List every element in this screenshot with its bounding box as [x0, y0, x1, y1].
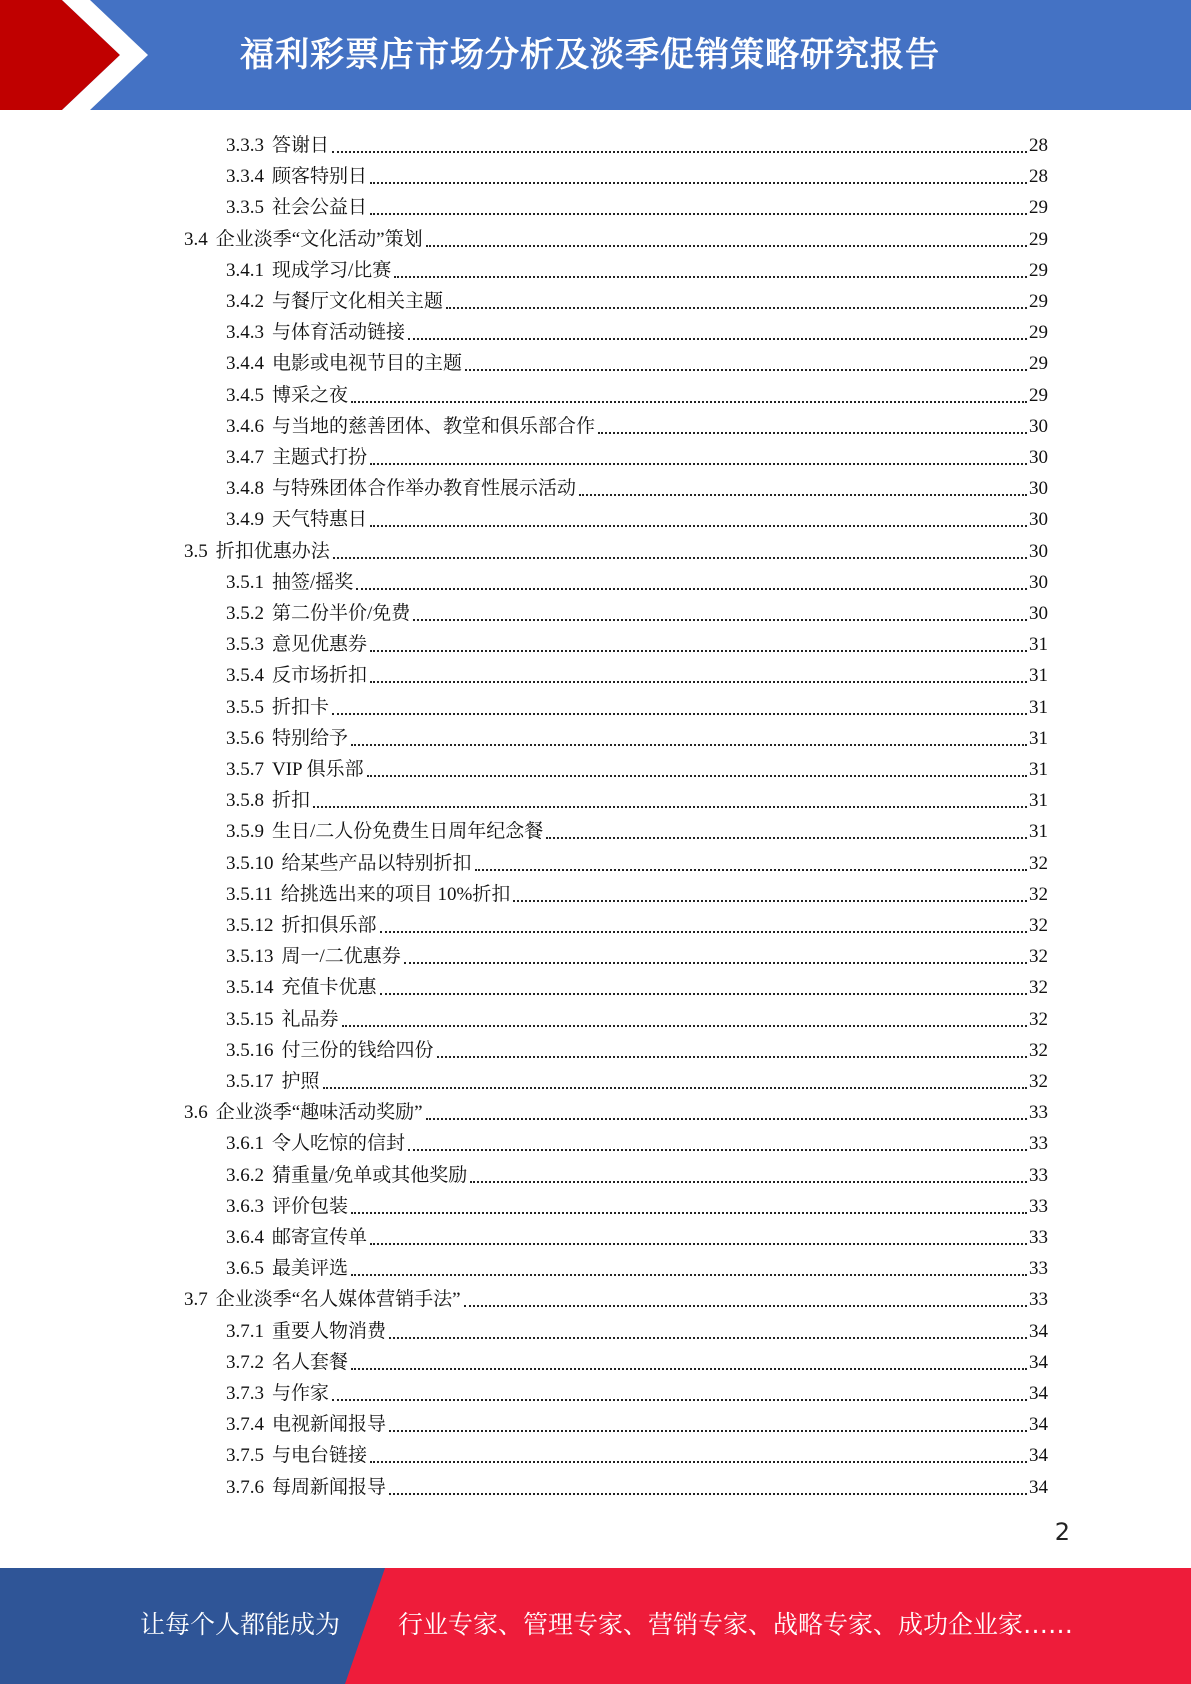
toc-entry[interactable]	[226, 1219, 1048, 1250]
toc-entry-title: 令人吃惊的信封	[272, 1133, 406, 1155]
toc-entry-title: 礼品券	[281, 1008, 339, 1030]
toc-entry[interactable]	[226, 1125, 1048, 1156]
toc-entry-page: 29	[1029, 384, 1048, 406]
toc-entry-title: 最美评选	[272, 1258, 349, 1280]
toc-entry[interactable]	[226, 1250, 1048, 1281]
toc-dot-leader	[370, 182, 1027, 184]
toc-entry-title: 电影或电视节目的主题	[272, 353, 463, 375]
toc-entry-title: 企业淡季“名人媒体营销手法”	[215, 1289, 461, 1311]
toc-entry[interactable]	[184, 533, 1048, 564]
toc-entry-page: 33	[1029, 1133, 1048, 1155]
toc-entry-number: 3.6	[184, 1102, 208, 1124]
toc-entry-page: 32	[1029, 883, 1048, 905]
toc-dot-leader	[426, 1118, 1027, 1120]
toc-entry-number: 3.5.5	[226, 696, 264, 718]
toc-entry-page: 33	[1029, 1289, 1048, 1311]
toc-entry[interactable]	[226, 938, 1048, 969]
toc-entry-title: 与特殊团体合作举办教育性展示活动	[272, 478, 577, 500]
toc-dot-leader	[446, 307, 1027, 309]
toc-dot-leader	[356, 588, 1027, 590]
toc-dot-leader	[426, 245, 1027, 247]
toc-entry-number: 3.5.16	[226, 1039, 274, 1061]
toc-entry[interactable]	[226, 845, 1048, 876]
toc-entry-title: 天气特惠日	[272, 509, 368, 531]
toc-entry-number: 3.7.6	[226, 1476, 264, 1498]
toc-entry-title: 社会公益日	[272, 197, 368, 219]
toc-entry-number: 3.7.5	[226, 1445, 264, 1467]
toc-entry-number: 3.6.4	[226, 1227, 264, 1248]
toc-entry-title: 电视新闻报导	[272, 1414, 387, 1436]
toc-entry-title: 付三份的钱给四份	[281, 1039, 434, 1061]
toc-entry-number: 3.7	[184, 1289, 208, 1311]
toc-entry-page: 32	[1029, 852, 1048, 874]
toc-dot-leader	[413, 619, 1027, 621]
toc-entry[interactable]	[226, 1032, 1048, 1063]
toc-entry-number: 3.4.1	[226, 259, 264, 281]
toc-entry-page: 34	[1029, 1445, 1048, 1467]
toc-entry-page: 31	[1029, 790, 1048, 812]
toc-entry[interactable]	[226, 408, 1048, 439]
toc-entry-title: 与餐厅文化相关主题	[272, 291, 444, 312]
toc-dot-leader	[370, 525, 1027, 527]
toc-entry-page: 31	[1029, 634, 1048, 656]
toc-entry-page: 30	[1029, 571, 1048, 593]
toc-entry[interactable]	[226, 189, 1048, 220]
toc-entry-number: 3.7.3	[226, 1383, 264, 1404]
toc-entry[interactable]	[226, 657, 1048, 688]
toc-entry[interactable]	[226, 564, 1048, 595]
toc-entry-title: 生日/二人份免费生日周年纪念餐	[272, 821, 544, 843]
toc-dot-leader	[598, 432, 1027, 434]
page-number: 2	[1054, 1518, 1070, 1546]
toc-entry-title: 折扣俱乐部	[281, 915, 377, 936]
toc-entry-number: 3.5.15	[226, 1008, 274, 1030]
toc-dot-leader	[333, 557, 1027, 559]
toc-dot-leader	[475, 869, 1027, 871]
toc-entry-page: 33	[1029, 1227, 1048, 1248]
toc-dot-leader	[351, 401, 1027, 403]
toc-entry-number: 3.5.7	[226, 759, 264, 780]
toc-entry[interactable]	[226, 626, 1048, 657]
toc-dot-leader	[370, 1243, 1027, 1245]
toc-dot-leader	[342, 1025, 1027, 1027]
toc-entry[interactable]	[226, 377, 1048, 408]
toc-entry[interactable]	[226, 876, 1048, 907]
toc-entry-page: 33	[1029, 1195, 1048, 1217]
toc-entry-page: 32	[1029, 1039, 1048, 1061]
toc-entry[interactable]	[226, 1344, 1048, 1375]
toc-entry-title: 主题式打扮	[272, 447, 368, 468]
toc-entry-title: 评价包装	[272, 1195, 349, 1217]
toc-entry[interactable]	[226, 1375, 1048, 1406]
toc-entry[interactable]	[226, 907, 1048, 938]
toc-entry-number: 3.5.14	[226, 977, 274, 999]
toc-entry[interactable]	[226, 127, 1048, 158]
toc-entry[interactable]	[226, 595, 1048, 626]
toc-entry-page: 31	[1029, 727, 1048, 749]
toc-entry-number: 3.5.12	[226, 915, 274, 936]
toc-entry-title: 猜重量/免单或其他奖励	[272, 1164, 468, 1186]
toc-dot-leader	[313, 806, 1027, 808]
toc-entry-title: 重要人物消费	[272, 1320, 387, 1342]
toc-entry[interactable]	[226, 470, 1048, 501]
toc-entry-page: 28	[1029, 166, 1048, 188]
toc-entry-page: 30	[1029, 447, 1048, 468]
toc-dot-leader	[437, 1056, 1027, 1058]
toc-entry[interactable]	[226, 782, 1048, 813]
toc-dot-leader	[332, 1399, 1027, 1401]
toc-entry-number: 3.4.2	[226, 291, 264, 312]
toc-entry-title: 折扣	[272, 790, 311, 812]
toc-entry-number: 3.5.6	[226, 727, 264, 749]
toc-entry-title: VIP 俱乐部	[272, 759, 364, 780]
toc-entry[interactable]	[226, 1001, 1048, 1032]
toc-dot-leader	[389, 1493, 1027, 1495]
header-banner	[0, 0, 1191, 110]
toc-entry-page: 30	[1029, 603, 1048, 624]
toc-entry-title: 企业淡季“趣味活动奖励”	[215, 1102, 423, 1124]
toc-entry-number: 3.4	[184, 228, 208, 250]
toc-dot-leader	[351, 744, 1027, 746]
toc-dot-leader	[370, 681, 1027, 683]
toc-entry-title: 博采之夜	[272, 384, 349, 406]
toc-entry[interactable]	[226, 252, 1048, 283]
toc-entry-page: 32	[1029, 1071, 1048, 1092]
toc-entry-number: 3.4.4	[226, 353, 264, 375]
toc-entry-number: 3.3.3	[226, 135, 264, 156]
toc-entry-number: 3.5.13	[226, 946, 274, 968]
toc-entry[interactable]	[226, 1406, 1048, 1437]
toc-entry[interactable]	[226, 1437, 1048, 1468]
toc-entry[interactable]	[226, 720, 1048, 751]
toc-dot-leader	[370, 213, 1027, 215]
toc-entry-number: 3.5.2	[226, 603, 264, 624]
toc-entry-title: 护照	[281, 1071, 320, 1092]
toc-entry-number: 3.5.1	[226, 571, 264, 593]
toc-entry-page: 31	[1029, 821, 1048, 843]
toc-dot-leader	[404, 962, 1027, 964]
toc-dot-leader	[370, 1461, 1027, 1463]
toc-entry-title: 给某些产品以特别折扣	[281, 852, 472, 874]
toc-entry-page: 32	[1029, 977, 1048, 999]
toc-entry[interactable]	[184, 1094, 1048, 1125]
toc-entry-page: 31	[1029, 665, 1048, 687]
toc-entry[interactable]	[226, 1157, 1048, 1188]
toc-entry-title: 给挑选出来的项目 10%折扣	[280, 883, 511, 905]
toc-entry-number: 3.5.10	[226, 852, 274, 874]
toc-entry-number: 3.5.9	[226, 821, 264, 843]
toc-entry-page: 33	[1029, 1164, 1048, 1186]
toc-dot-leader	[323, 1087, 1027, 1089]
toc-entry[interactable]	[226, 501, 1048, 532]
toc-entry-number: 3.4.5	[226, 384, 264, 406]
toc-entry-page: 34	[1029, 1476, 1048, 1498]
toc-entry-page: 34	[1029, 1351, 1048, 1373]
toc-entry-title: 第二份半价/免费	[272, 603, 411, 624]
toc-entry[interactable]	[184, 1281, 1048, 1312]
toc-dot-leader	[408, 1149, 1027, 1151]
toc-entry-title: 折扣优惠办法	[215, 540, 330, 562]
toc-entry-page: 29	[1029, 353, 1048, 375]
toc-dot-leader	[332, 151, 1027, 153]
toc-dot-leader	[579, 494, 1027, 496]
toc-entry[interactable]	[226, 1313, 1048, 1344]
toc-entry-title: 充值卡优惠	[281, 977, 377, 999]
footer-slogan-right: 行业专家、管理专家、营销专家、战略专家、成功企业家……	[398, 1610, 1074, 1639]
toc-entry-page: 32	[1029, 946, 1048, 968]
toc-dot-leader	[470, 1181, 1027, 1183]
toc-entry[interactable]	[226, 751, 1048, 782]
toc-entry[interactable]	[226, 439, 1048, 470]
toc-entry-page: 34	[1029, 1383, 1048, 1404]
toc-entry[interactable]	[226, 283, 1048, 314]
toc-dot-leader	[332, 713, 1027, 715]
toc-entry-number: 3.7.2	[226, 1351, 264, 1373]
toc-entry-number: 3.5.17	[226, 1071, 274, 1092]
toc-entry[interactable]	[226, 1188, 1048, 1219]
toc-entry-title: 反市场折扣	[272, 665, 368, 687]
toc-entry-number: 3.6.3	[226, 1195, 264, 1217]
toc-entry-page: 32	[1029, 1008, 1048, 1030]
toc-entry-title: 周一/二优惠券	[281, 946, 401, 968]
toc-entry-page: 29	[1029, 322, 1048, 344]
toc-entry[interactable]	[184, 221, 1048, 252]
toc-entry-page: 31	[1029, 759, 1048, 780]
toc-entry-number: 3.4.3	[226, 322, 264, 344]
toc-entry-page: 33	[1029, 1258, 1048, 1280]
toc-dot-leader	[351, 1212, 1027, 1214]
toc-entry-number: 3.3.4	[226, 166, 264, 188]
toc-entry-page: 30	[1029, 509, 1048, 531]
toc-entry-number: 3.4.8	[226, 478, 264, 500]
toc-dot-leader	[408, 338, 1027, 340]
toc-entry[interactable]	[226, 1469, 1048, 1500]
toc-entry-page: 30	[1029, 478, 1048, 500]
toc-dot-leader	[370, 650, 1027, 652]
toc-entry-title: 名人套餐	[272, 1351, 349, 1373]
toc-entry-title: 特别给予	[272, 727, 349, 749]
toc-dot-leader	[370, 463, 1027, 465]
toc-entry-page: 33	[1029, 1102, 1048, 1124]
toc-entry-title: 折扣卡	[272, 696, 330, 718]
toc-entry-number: 3.6.2	[226, 1164, 264, 1186]
toc-entry-page: 29	[1029, 291, 1048, 312]
toc-dot-leader	[546, 837, 1027, 839]
toc-entry-number: 3.3.5	[226, 197, 264, 219]
toc-entry[interactable]	[226, 1063, 1048, 1094]
toc-entry-title: 每周新闻报导	[272, 1476, 387, 1498]
footer-banner	[0, 1568, 1191, 1684]
toc-entry-page: 34	[1029, 1320, 1048, 1342]
toc-dot-leader	[351, 1274, 1027, 1276]
toc-entry-number: 3.7.1	[226, 1320, 264, 1342]
toc-entry-number: 3.6.5	[226, 1258, 264, 1280]
toc-dot-leader	[389, 1430, 1027, 1432]
toc-entry[interactable]	[226, 813, 1048, 844]
toc-entry-number: 3.5.11	[226, 883, 273, 905]
toc-entry-number: 3.5	[184, 540, 208, 562]
toc-entry-number: 3.5.3	[226, 634, 264, 656]
toc-entry-page: 31	[1029, 696, 1048, 718]
report-title: 福利彩票店市场分析及淡季促销策略研究报告	[240, 35, 940, 75]
toc-dot-leader	[380, 931, 1027, 933]
toc-dot-leader	[465, 369, 1027, 371]
toc-dot-leader	[464, 1305, 1027, 1307]
toc-entry-page: 29	[1029, 228, 1048, 250]
toc-entry[interactable]	[226, 345, 1048, 376]
toc-dot-leader	[367, 775, 1027, 777]
toc-entry-page: 29	[1029, 197, 1048, 219]
toc-entry[interactable]	[226, 158, 1048, 189]
toc-entry-title: 邮寄宣传单	[272, 1227, 368, 1248]
toc-entry-title: 顾客特别日	[272, 166, 368, 188]
toc-dot-leader	[380, 993, 1027, 995]
toc-entry-title: 与体育活动链接	[272, 322, 406, 344]
toc-entry-page: 34	[1029, 1414, 1048, 1436]
toc-entry-page: 30	[1029, 540, 1048, 562]
toc-entry-title: 与当地的慈善团体、教堂和俱乐部合作	[272, 415, 596, 437]
toc-entry-number: 3.4.9	[226, 509, 264, 531]
toc-entry[interactable]	[226, 689, 1048, 720]
toc-entry-title: 与电台链接	[272, 1445, 368, 1467]
toc-entry-page: 30	[1029, 415, 1048, 437]
toc-entry-title: 现成学习/比赛	[272, 259, 392, 281]
toc-dot-leader	[389, 1337, 1027, 1339]
toc-dot-leader	[394, 276, 1027, 278]
toc-entry-title: 与作家	[272, 1383, 330, 1404]
toc-entry-title: 企业淡季“文化活动”策划	[215, 228, 423, 250]
toc-entry[interactable]	[226, 969, 1048, 1000]
toc-entry-number: 3.4.6	[226, 415, 264, 437]
toc-entry-title: 答谢日	[272, 135, 330, 156]
toc-entry-number: 3.5.4	[226, 665, 264, 687]
toc-dot-leader	[513, 900, 1027, 902]
toc-entry-page: 28	[1029, 135, 1048, 156]
toc-dot-leader	[351, 1368, 1027, 1370]
toc-entry-number: 3.4.7	[226, 447, 264, 468]
toc-entry-title: 抽签/摇奖	[272, 571, 354, 593]
toc-entry-page: 32	[1029, 915, 1048, 936]
toc-entry-number: 3.6.1	[226, 1133, 264, 1155]
toc-entry-number: 3.5.8	[226, 790, 264, 812]
toc-entry[interactable]	[226, 314, 1048, 345]
toc-entry-page: 29	[1029, 259, 1048, 281]
footer-slogan-left: 让每个人都能成为	[140, 1610, 341, 1639]
toc-entry-number: 3.7.4	[226, 1414, 264, 1436]
toc-entry-title: 意见优惠券	[272, 634, 368, 656]
